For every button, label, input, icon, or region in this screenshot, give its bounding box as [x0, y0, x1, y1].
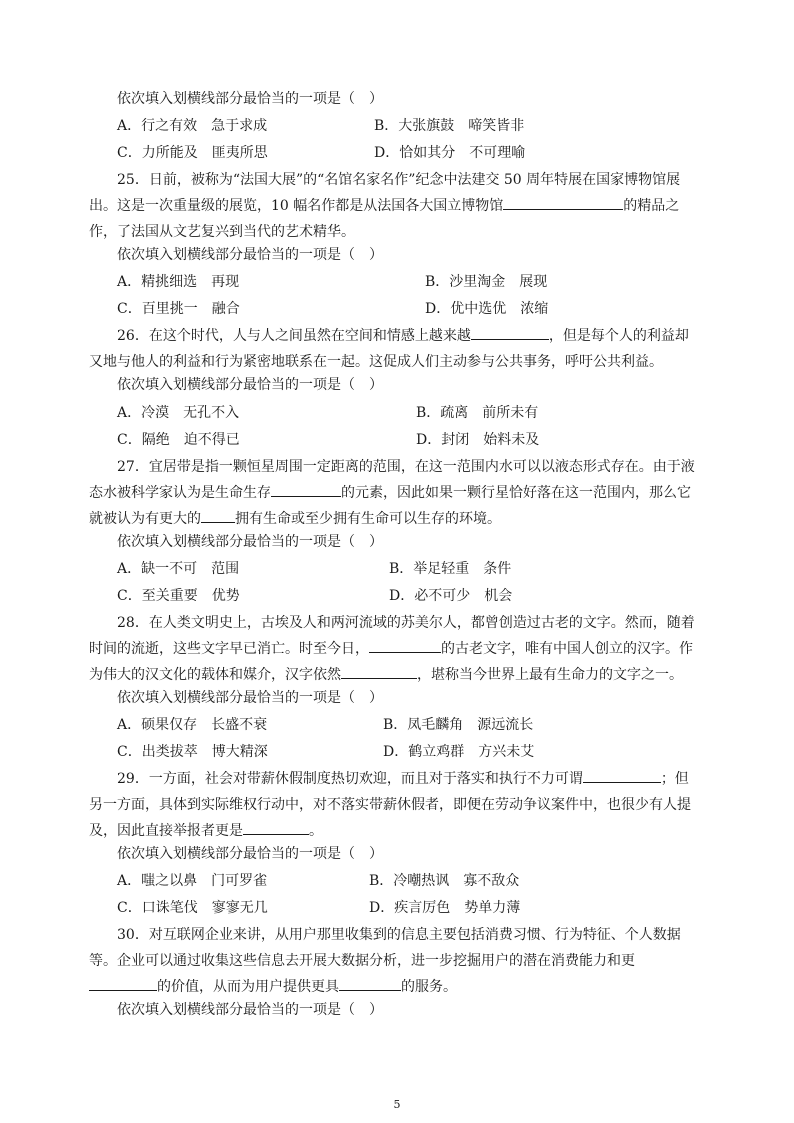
- q29-blank-1: [583, 767, 661, 783]
- q27-blank-2: [201, 507, 235, 523]
- q29-option-b: B．冷嘲热讽 寡不敌众: [369, 873, 520, 889]
- q27-option-d: D．必不可少 机会: [389, 588, 513, 604]
- q29-option-a: A．嗤之以鼻 门可罗雀: [117, 873, 268, 889]
- q30-prompt: 依次填入划横线部分最恰当的一项是（ ）: [117, 1002, 383, 1018]
- q28-blank-1: [369, 637, 441, 653]
- q29-text-2: ；但另一方面，具体到实际维权行动中，对不落实带薪休假者，即便在劳动争议案件中，也很少有人提及，因此直接举报者更是: [89, 771, 691, 839]
- q26-option-d: D．封闭 始料未及: [416, 432, 540, 448]
- q24-option-b: B．大张旗鼓 啼笑皆非: [374, 118, 525, 134]
- q26-text-1: 26．在这个时代，人与人之间虽然在空间和情感上越来越: [117, 328, 471, 344]
- q27-text-3: 拥有生命或至少拥有生命可以生存的环境。: [235, 511, 501, 527]
- q27-question: [89, 454, 695, 532]
- q25-option-b: B．沙里淘金 展现: [425, 274, 548, 290]
- q29-prompt: 依次填入划横线部分最恰当的一项是（ ）: [117, 846, 383, 862]
- q27-option-c: C．至关重要 优势: [117, 588, 240, 604]
- q29-option-c: C．口诛笔伐 寥寥无几: [117, 900, 268, 916]
- q26-text-2: ，但是每个人的利益却又地与他人的利益和行为紧密地联系在一起。这促成人们主动参与公共事务，呼吁公共利益。: [89, 328, 689, 370]
- q27-text-2: 的元素，因此如果一颗行星恰好落在这一范围内，那么它就被认为有更大的: [89, 485, 691, 527]
- page-number: 5: [393, 1098, 401, 1111]
- q26-option-c: C．隔绝 迫不得已: [117, 432, 240, 448]
- q30-text-2: 的价值，从而为用户提供更具: [157, 979, 339, 995]
- q25-blank-1: [503, 194, 623, 210]
- q29-option-d: D．疾言厉色 势单力薄: [369, 900, 521, 916]
- q29-blank-2: [243, 819, 309, 835]
- q28-option-d: D．鹤立鸡群 方兴未艾: [383, 744, 535, 760]
- q28-option-a: A．硕果仅存 长盛不衰: [117, 717, 268, 733]
- q28-text-3: ，堪称当今世界上最有生命力的文字之一。: [417, 667, 683, 683]
- q26-option-b: B．疏离 前所未有: [416, 405, 539, 421]
- q30-blank-1: [89, 975, 157, 991]
- q25-question: [89, 167, 695, 245]
- q26-prompt: 依次填入划横线部分最恰当的一项是（ ）: [117, 377, 383, 393]
- q25-option-d: D．优中选优 浓缩: [425, 301, 549, 317]
- q29-text-3: 。: [309, 823, 323, 839]
- q25-option-c: C．百里挑一 融合: [117, 301, 240, 317]
- q28-text-2: 的古老文字，唯有中国人创立的汉字。作为伟大的汉文化的载体和媒介，汉字依然: [89, 641, 693, 683]
- q24-prompt: 依次填入划横线部分最恰当的一项是（ ）: [117, 91, 383, 107]
- q27-text-1: 27．宜居带是指一颗恒星周围一定距离的范围，在这一范围内水可以以液态形式存在。由于液态水被科学家认为是生命生存: [89, 459, 695, 501]
- q25-text-1: 25．日前，被称为“法国大展”的“名馆名家名作”纪念中法建交 50 周年特展在国家博物馆展出。这是一次重量级的展览，10 幅名作都是从法国各大国立博物馆: [89, 172, 681, 214]
- q30-text-1: 30．对互联网企业来讲，从用户那里收集到的信息主要包括消费习惯、行为特征、个人数据等。企业可以通过收集这些信息去开展大数据分析，进一步挖掘用户的潜在消费能力和更: [89, 927, 681, 969]
- q25-option-a: A．精挑细选 再现: [117, 274, 240, 290]
- q26-option-a: A．冷漠 无孔不入: [117, 405, 240, 421]
- q28-option-c: C．出类拔萃 博大精深: [117, 744, 268, 760]
- q24-option-c: C．力所能及 匪夷所思: [117, 145, 268, 161]
- q30-question: [89, 922, 695, 1000]
- q25-text-2: 的精品之作，了法国从文艺复兴到当代的艺术精华。: [89, 198, 680, 240]
- q28-question: [89, 610, 695, 688]
- q28-prompt: 依次填入划横线部分最恰当的一项是（ ）: [117, 690, 383, 706]
- q30-text-3: 的服务。: [401, 979, 457, 995]
- q27-prompt: 依次填入划横线部分最恰当的一项是（ ）: [117, 534, 383, 550]
- q29-text-1: 29．一方面，社会对带薪休假制度热切欢迎，而且对于落实和执行不力可谓: [117, 771, 583, 787]
- q28-text-1: 28．在人类文明史上，古埃及人和两河流域的苏美尔人，都曾创造过古老的文字。然而，随着时间的流逝，这些文字早已消亡。时至今日，: [89, 615, 695, 657]
- q26-blank-1: [471, 324, 549, 340]
- q24-option-d: D．恰如其分 不可理喻: [374, 145, 526, 161]
- q30-blank-2: [339, 975, 401, 991]
- q27-option-a: A．缺一不可 范围: [117, 561, 240, 577]
- q28-option-b: B．凤毛麟角 源远流长: [383, 717, 534, 733]
- q29-question: [89, 766, 695, 844]
- q24-option-a: A．行之有效 急于求成: [117, 118, 268, 134]
- q25-prompt: 依次填入划横线部分最恰当的一项是（ ）: [117, 247, 383, 263]
- q26-question: [89, 323, 695, 375]
- q27-option-b: B．举足轻重 条件: [389, 561, 512, 577]
- q27-blank-1: [271, 481, 341, 497]
- q28-blank-2: [341, 663, 417, 679]
